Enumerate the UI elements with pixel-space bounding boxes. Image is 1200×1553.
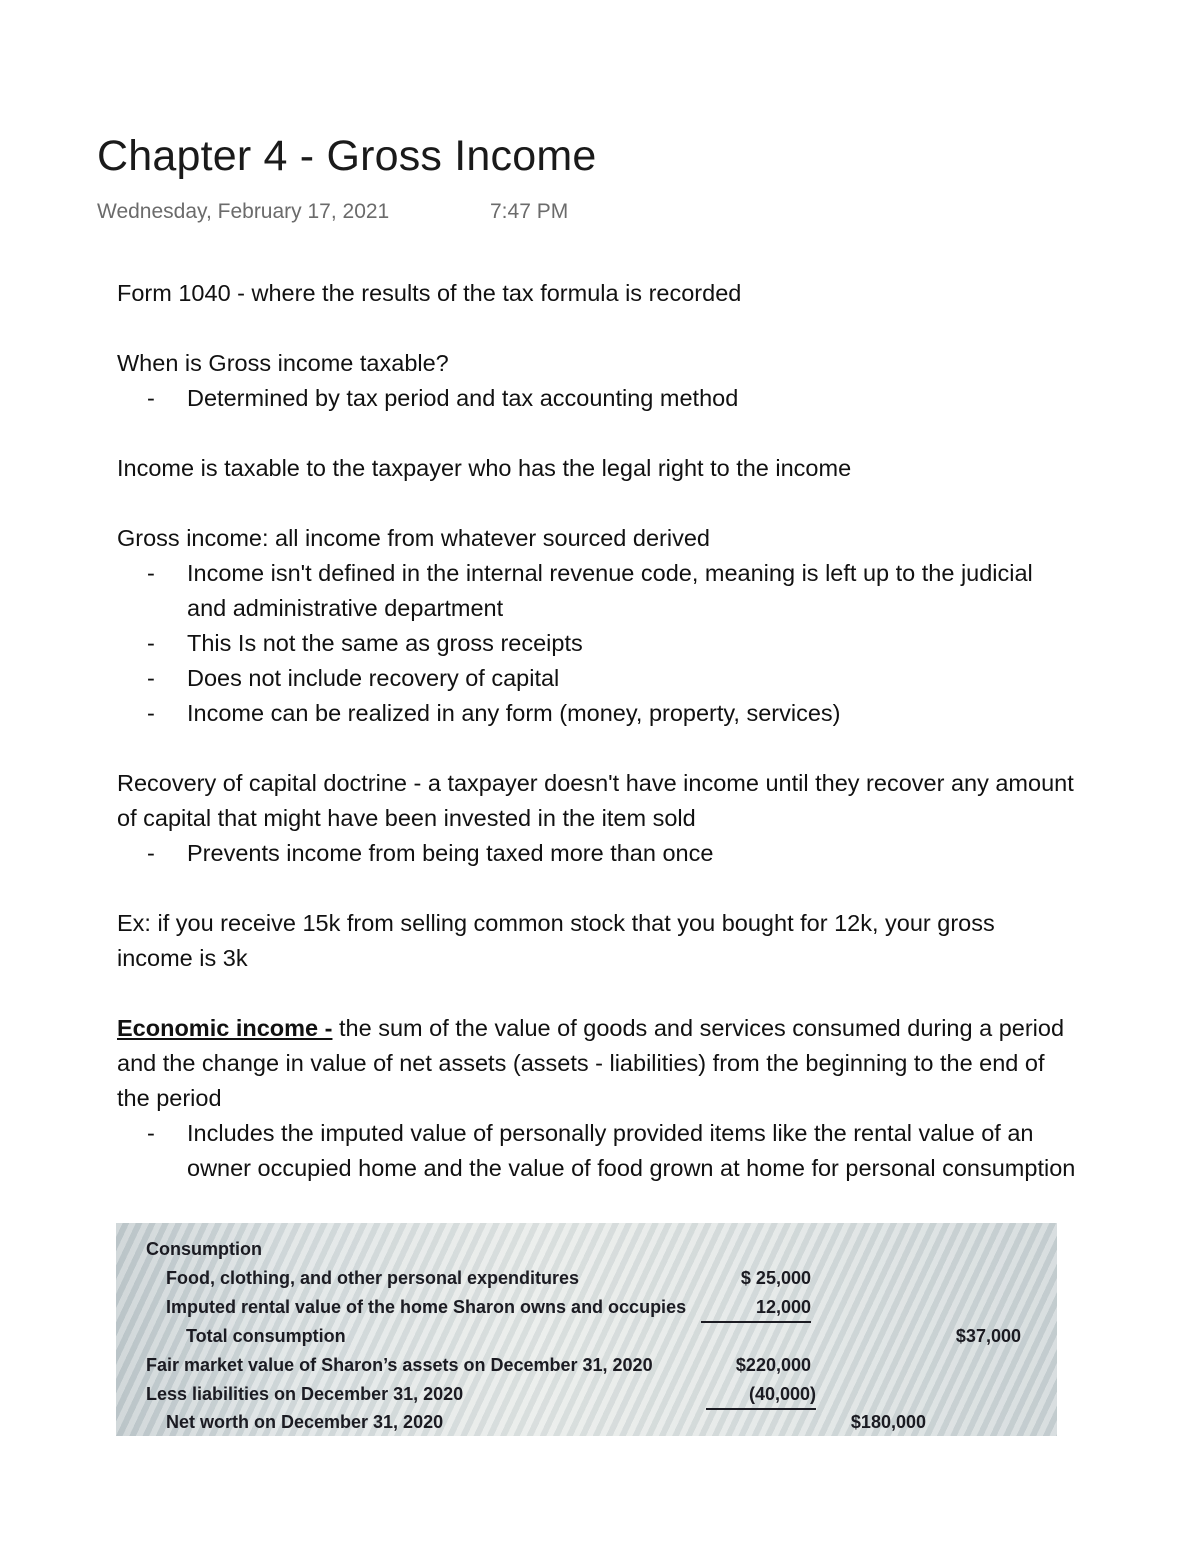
taxable-question: When is Gross income taxable?: [117, 350, 449, 376]
page-title: Chapter 4 - Gross Income: [97, 132, 597, 180]
bullet-item: [117, 626, 1077, 661]
bullet-dash: -: [147, 700, 155, 726]
form1040-line: Form 1040 - where the results of the tax formula is recorded: [117, 280, 742, 306]
row-label: Fair market value of Sharon’s assets on December 31, 2020: [146, 1355, 653, 1375]
row-value: 12,000: [701, 1293, 811, 1323]
bullet-dash: -: [147, 1120, 155, 1146]
bullet-text: This Is not the same as gross receipts: [187, 630, 583, 656]
row-label: Less liabilities on December 31, 2020: [146, 1384, 464, 1404]
table-row: [116, 1264, 1057, 1292]
bullet-item: [117, 661, 1077, 696]
row-label: Total consumption: [186, 1326, 346, 1346]
bullet-text: Prevents income from being taxed more than once: [187, 840, 714, 866]
bullet-item: [117, 556, 1077, 626]
economic-income-term: Economic income -: [117, 1015, 333, 1041]
bullet-item: [117, 1116, 1077, 1186]
page-time: 7:47 PM: [490, 200, 569, 223]
bullet-dash: -: [147, 560, 155, 586]
economic-income-table-image: [116, 1223, 1057, 1436]
table-row: [116, 1408, 1057, 1436]
bullet-text: Income can be realized in any form (money, property, services): [187, 700, 841, 726]
table-row: [116, 1293, 1057, 1321]
row-value: (40,000): [706, 1380, 816, 1410]
bullet-dash: -: [147, 840, 155, 866]
table-row: [116, 1322, 1057, 1350]
gross-income-line: Gross income: all income from whatever sourced derived: [117, 525, 710, 551]
bullet-text: Determined by tax period and tax accounting method: [187, 385, 739, 411]
bullet-item: [117, 381, 1077, 416]
legal-right-line: Income is taxable to the taxpayer who has the legal right to the income: [117, 455, 852, 481]
economic-income-line: [117, 1011, 1077, 1116]
table-row: [116, 1235, 1057, 1263]
row-label: Consumption: [146, 1239, 262, 1259]
row-value: $220,000: [735, 1355, 811, 1375]
table-row: [116, 1351, 1057, 1379]
recovery-doctrine-line: Recovery of capital doctrine - a taxpayer doesn't have income until they recover any amount of capital that might have been invested in the item sold: [117, 770, 1074, 831]
bullet-item: [117, 696, 1077, 731]
bullet-dash: -: [147, 665, 155, 691]
row-value: $ 25,000: [740, 1268, 811, 1288]
row-label: Net worth on December 31, 2020: [166, 1412, 444, 1432]
page-date: Wednesday, February 17, 2021: [97, 200, 390, 223]
bullet-dash: -: [147, 630, 155, 656]
bullet-text: Income isn't defined in the internal revenue code, meaning is left up to the judicial and administrative department: [187, 560, 1033, 621]
bullet-text: Includes the imputed value of personally provided items like the rental value of an owner occupied home and the value of food grown at home for personal consumption: [187, 1120, 1076, 1181]
example-line: Ex: if you receive 15k from selling common stock that you bought for 12k, your gross income is 3k: [117, 910, 995, 971]
bullet-item: [117, 836, 1077, 871]
row-label: Food, clothing, and other personal expenditures: [166, 1268, 580, 1288]
row-label: Imputed rental value of the home Sharon owns and occupies: [166, 1297, 687, 1317]
row-value: $37,000: [955, 1326, 1021, 1346]
table-row: [116, 1380, 1057, 1408]
bullet-dash: -: [147, 385, 155, 411]
page-meta: [97, 200, 569, 224]
note-content: [117, 276, 1077, 1186]
economic-income-definition: the sum of the value of goods and services consumed during a period and the change in value of net assets (assets - liabilities) from the beginning to the end of the period: [117, 1015, 1065, 1111]
row-value: $180,000: [850, 1412, 926, 1432]
bullet-text: Does not include recovery of capital: [187, 665, 560, 691]
